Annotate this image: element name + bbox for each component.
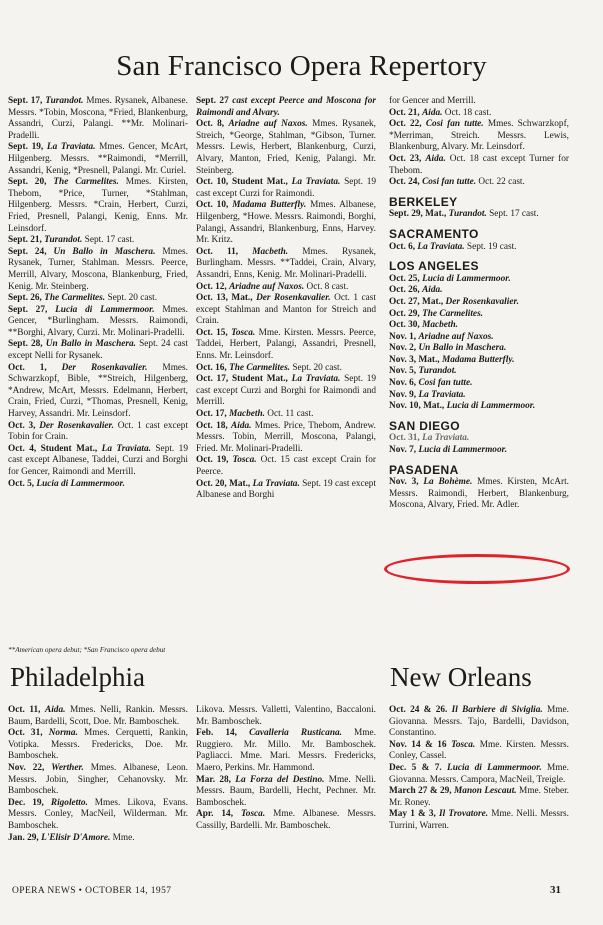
repertory-entry: Nov. 7, Lucia di Lammermoor. <box>389 445 508 456</box>
repertory-entry: Oct. 31, Norma. Mmes. Cerquetti, Rankin, Votipka. Messrs. Fredericks, Doe. Mr. Bamboschek. <box>8 728 188 762</box>
repertory-entry: May 1 & 3, Il Trovatore. Mme. Nelli. Messrs. Turrini, Warren. <box>389 809 569 831</box>
repertory-entry: Oct. 12, Ariadne auf Naxos. Oct. 8 cast. <box>196 281 349 292</box>
repertory-entry: Nov. 3, Mat., Madama Butterfly. <box>389 354 515 365</box>
repertory-entry: Sept. 26, The Carmelites. Sept. 20 cast. <box>8 293 158 304</box>
repertory-entry: Oct. 11, Aida. Mmes. Nelli, Rankin. Messrs. Baum, Bardelli, Scott, Doe. Mr. Bamboschek. <box>8 705 188 727</box>
city-heading-berkeley: BERKELEY <box>389 194 458 209</box>
repertory-entry: Sept. 27, Lucia di Lammermoor. Mmes. Gencer, *Burlingham. Messrs. Raimondi, **Borghi, Alvary, Curzi. Mr. Molinari-Pradelli. <box>8 304 188 338</box>
repertory-entry: Sept. 27 cast except Peerce and Moscona for Raimondi and Alvary. <box>196 96 376 118</box>
repertory-entry: Dec. 19, Rigoletto. Mmes. Likova, Evans. Messrs. Conley, MacNeil, Wilderman. Mr. Bamboschek. <box>8 797 188 831</box>
sf-col2-list <box>196 96 376 502</box>
sf-col1-list <box>8 96 188 490</box>
repertory-entry: Oct. 30, Macbeth. <box>389 320 458 331</box>
repertory-entry: Sept. 28, Un Ballo in Maschera. Sept. 24 cast except Nelli for Rysanek. <box>8 339 188 362</box>
sf-column-1 <box>8 96 188 644</box>
new-orleans-heading: New Orleans <box>390 662 532 692</box>
repertory-entry: Nov. 1, Ariadne auf Naxos. <box>389 331 494 342</box>
philadelphia-heading: Philadelphia <box>10 662 145 692</box>
repertory-entry: Likova. Messrs. Valletti, Valentino, Baccaloni. Mr. Bamboschek. <box>196 705 376 727</box>
repertory-entry: Oct. 13, Mat., Der Rosenkavalier. Oct. 1 cast except Stahlman and Manton for Streich and Crain. <box>196 293 376 327</box>
repertory-entry: Nov. 6, Cosi fan tutte. <box>389 378 473 389</box>
page-number: 31 <box>550 884 561 896</box>
repertory-entry: Oct. 10, Madama Butterfly. Mmes. Albanese, Hilgenberg, *Howe. Messrs. Raimondi, Borghi, Palangi, Assandri, Blankenburg, Enns, Harvey. Mr. Kritz. <box>196 200 376 246</box>
repertory-entry: Oct. 6, La Traviata. Sept. 19 cast. <box>389 241 517 252</box>
repertory-entry: Oct. 18, Aida. Mmes. Price, Thebom, Andrew. Messrs. Tobin, Merrill, Moscona, Palangi, Fried. Mr. Molinari-Pradelli. <box>196 420 376 454</box>
page-title: San Francisco Opera Repertory <box>116 50 487 82</box>
repertory-entry: Apr. 14, Tosca. Mme. Albanese. Messrs. Cassilly, Bardelli. Mr. Bamboschek. <box>196 809 376 831</box>
repertory-entry: Nov. 22, Werther. Mmes. Albanese, Leon. Messrs. Jobin, Singher, Cehanovsky. Mr. Bamboschek. <box>8 762 188 797</box>
los-angeles-list <box>389 274 569 413</box>
repertory-entry: Oct. 5, Lucia di Lammermoor. <box>8 478 125 489</box>
repertory-entry: Oct. 16, The Carmelites. Sept. 20 cast. <box>196 362 342 373</box>
repertory-entry: Oct. 24 & 26. Il Barbiere di Siviglia. Mme. Giovanna. Messrs. Tajo, Bardelli, Davidson, Constantino. <box>389 705 569 739</box>
phil-col1-list <box>8 705 188 844</box>
repertory-entry: Oct. 24, Cosi fan tutte. Oct. 22 cast. <box>389 177 525 188</box>
city-heading-san-diego: SAN DIEGO <box>389 418 460 433</box>
repertory-entry: Nov. 10, Mat., Lucia di Lammermoor. <box>389 401 536 412</box>
city-heading-los-angeles: LOS ANGELES <box>389 259 479 274</box>
repertory-entry: Oct. 4, Student Mat., La Traviata. Sept. 19 cast except Albanese, Taddei, Curzi and Borghi for Gencer, Raimondi and Merrill. <box>8 443 188 477</box>
repertory-entry: Feb. 14, Cavalleria Rusticana. Mme. Ruggiero. Mr. Millo. Mr. Bamboschek. Pagliacci. Mme. Mari. Messrs. Fredericks, Maero, Perkins. Mr. Hammond. <box>196 728 376 773</box>
repertory-entry: Sept. 20, The Carmelites. Mmes. Kirsten, Thebom, *Price, Turner, *Stahlman, Hilgenberg. Messrs. *Crain, Herbert, Curzi, Fried, Presnell, Palangi, Kenig, Enns. Mr. Leinsdorf. <box>8 177 188 234</box>
highlight-circle <box>384 554 570 584</box>
repertory-entry: Oct. 23, Aida. Oct. 18 cast except Turner for Thebom. <box>389 153 569 176</box>
repertory-entry: Nov. 2, Un Ballo in Maschera. <box>389 343 507 354</box>
repertory-entry: Oct. 10, Student Mat., La Traviata. Sept. 19 cast except Curzi for Raimondi. <box>196 177 376 199</box>
new-orleans-list <box>389 705 569 833</box>
repertory-entry: Oct. 3, Der Rosenkavalier. Oct. 1 cast except Tobin for Crain. <box>8 420 188 443</box>
repertory-entry: Mar. 28, La Forza del Destino. Mme. Nelli. Messrs. Baum, Bardelli, Hecht, Pechner. Mr. Bamboschek. <box>196 774 376 808</box>
repertory-entry: Oct. 19, Tosca. Oct. 15 cast except Crain for Peerce. <box>196 455 376 477</box>
repertory-entry: Sept. 19, La Traviata. Mmes. Gencer, McArt, Hilgenberg. Messrs. **Raimondi, *Merrill, Assandri, Kenig, *Presnell, Palangi. Mr. Curiel. <box>8 142 188 176</box>
repertory-entry: Oct. 21, Aida. Oct. 18 cast. <box>389 107 492 118</box>
repertory-entry: Oct. 20, Mat., La Traviata. Sept. 19 cast except Albanese and Borghi <box>196 478 376 501</box>
repertory-entry: Oct. 11, Macbeth. Mmes. Rysanek, Burlingham. Messrs. **Taddei, Crain, Alvary, Assandri, Enns, Kenig. Mr. Molinari-Pradelli. <box>196 246 376 280</box>
repertory-entry: for Gencer and Merrill. <box>389 96 476 106</box>
repertory-entry: Jan. 29, L'Elisir D'Amore. Mme. <box>8 832 135 843</box>
repertory-entry: Oct. 22, Cosi fan tutte. Mmes. Schwarzkopf, *Merriman, Streich. Messrs. Lewis, Blankenburg, Alvary. Mr. Leinsdorf. <box>389 119 569 153</box>
san-diego-list <box>389 433 569 456</box>
repertory-entry: Sept. 24, Un Ballo in Maschera. Mmes. Rysanek, Turner, Stahlman. Messrs. Peerce, Merrill, Alvary, Moscona, Blankenburg, Fried, Kenig. Mr. Steinberg. <box>8 246 188 292</box>
philadelphia-column-1 <box>8 705 188 875</box>
repertory-entry: Sept. 29, Mat., Turandot. Sept. 17 cast. <box>389 209 539 220</box>
repertory-entry: Oct. 25, Lucia di Lammermoor. <box>389 273 511 284</box>
new-orleans-column <box>389 705 569 875</box>
repertory-entry: Oct. 17, Student Mat., La Traviata. Sept. 19 cast except Curzi and Borghi for Raimondi and Merrill. <box>196 374 376 408</box>
repertory-entry: Oct. 17, Macbeth. Oct. 11 cast. <box>196 409 314 420</box>
sf-col3-list <box>389 96 569 189</box>
philadelphia-column-2 <box>196 705 376 875</box>
repertory-entry: Nov. 14 & 16 Tosca. Mme. Kirsten. Messrs. Conley, Cassel. <box>389 739 569 762</box>
sf-column-2 <box>196 96 376 661</box>
repertory-entry: Oct. 31, La Traviata. <box>389 433 470 444</box>
berkeley-list <box>389 209 569 221</box>
footer-publication: OPERA NEWS • OCTOBER 14, 1957 <box>12 886 172 896</box>
pasadena-list <box>389 477 569 512</box>
repertory-entry: Nov. 9, La Traviata. <box>389 389 466 400</box>
repertory-entry: Sept. 17, Turandot. Mmes. Rysanek, Albanese. Messrs. *Tobin, Moscona, *Fried, Blankenburg, Assandri, Curzi, Palangi. **Mr. Molinari-Pradelli. <box>8 96 188 141</box>
repertory-entry: Oct. 8, Ariadne auf Naxos. Mmes. Rysanek, Streich, *George, Stahlman, *Gibson, Turner. Messrs. Lewis, Herbert, Blankenburg, Curzi, Alvary, Manton, Fried, Kenig, Palangi. Mr. Steinberg. <box>196 119 376 176</box>
repertory-entry: March 27 & 29, Manon Lescaut. Mme. Steber. Mr. Roney. <box>389 786 569 808</box>
repertory-entry: Oct. 27, Mat., Der Rosenkavalier. <box>389 296 519 307</box>
repertory-entry: Sept. 21, Turandot. Sept. 17 cast. <box>8 235 135 246</box>
city-heading-sacramento: SACRAMENTO <box>389 226 479 241</box>
repertory-entry: Oct. 15, Tosca. Mme. Kirsten. Messrs. Peerce, Taddei, Herbert, Palangi, Assandri, Presnell, Enns. Mr. Leinsdorf. <box>196 327 376 362</box>
repertory-entry: Nov. 3, La Bohème. Mmes. Kirsten, McArt. Messrs. Raimondi, Herbert, Blankenburg, Moscona, Alvary, Fried. Mr. Adler. <box>389 477 569 511</box>
debut-footnote: **American opera debut; *San Francisco opera debut <box>8 646 166 654</box>
sacramento-list <box>389 242 569 254</box>
city-heading-pasadena: PASADENA <box>389 462 459 477</box>
repertory-entry: Oct. 29, The Carmelites. <box>389 308 484 319</box>
repertory-entry: Nov. 5, Turandot. <box>389 366 457 377</box>
repertory-entry: Dec. 5 & 7. Lucia di Lammermoor. Mme. Giovanna. Messrs. Campora, MacNeil, Treigle. <box>389 762 569 785</box>
repertory-entry: Oct. 26, Aida. <box>389 285 443 296</box>
repertory-entry: Oct. 1, Der Rosenkavalier. Mmes. Schwarzkopf, Bible, **Streich, Hilgenberg, *Andrew, McArt, Messrs. Edelmann, Herbert, Crain, Fried, Curzi, *Thomas, Presnell, Kenig, Harvey, Assandri. Mr. Leinsdorf. <box>8 362 188 420</box>
phil-col2-list <box>196 705 376 833</box>
